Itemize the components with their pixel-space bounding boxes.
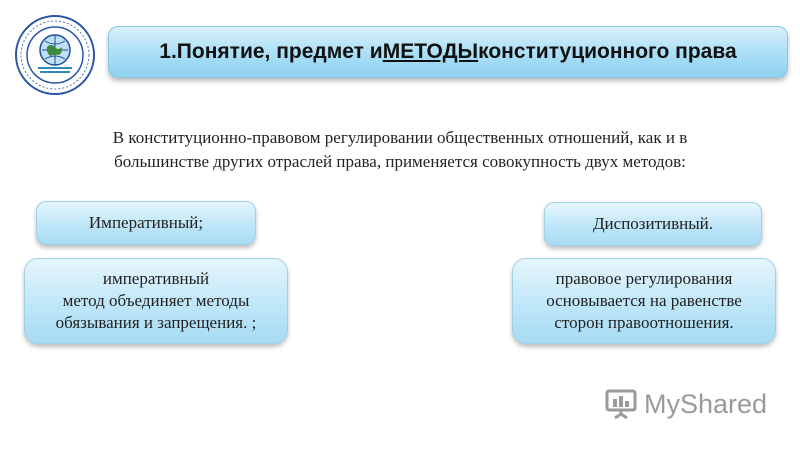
description-line: сторон правоотношения. [554,313,734,332]
method-dispositive-description [512,258,776,344]
method-name: Диспозитивный. [592,214,714,233]
intro-line: большинстве других отраслей права, применяется совокупность двух методов: [114,152,686,171]
university-seal-icon [14,14,96,96]
title-prefix: 1.Понятие, предмет и [159,40,383,63]
method-imperative-description [24,258,288,344]
description-line: основывается на равенстве [546,291,742,310]
title-underlined-word: МЕТОДЫ [382,40,479,63]
myshared-logo-icon [604,387,638,421]
description-line: обязывания и запрещения. ; [55,313,257,332]
method-imperative-label [36,201,256,245]
description-line: императивный [102,269,210,288]
slide-title [108,26,788,78]
method-name: Императивный; [88,213,204,232]
watermark [604,384,774,424]
method-dispositive-label [544,202,762,246]
intro-text [40,126,760,174]
description-line: метод объединяет методы [62,291,250,310]
intro-line: В конституционно-правовом регулировании общественных отношений, как и в [112,128,688,147]
title-suffix: конституционного права [478,40,737,63]
description-line: правовое регулирования [555,269,733,288]
watermark-text: MyShared [644,388,768,419]
